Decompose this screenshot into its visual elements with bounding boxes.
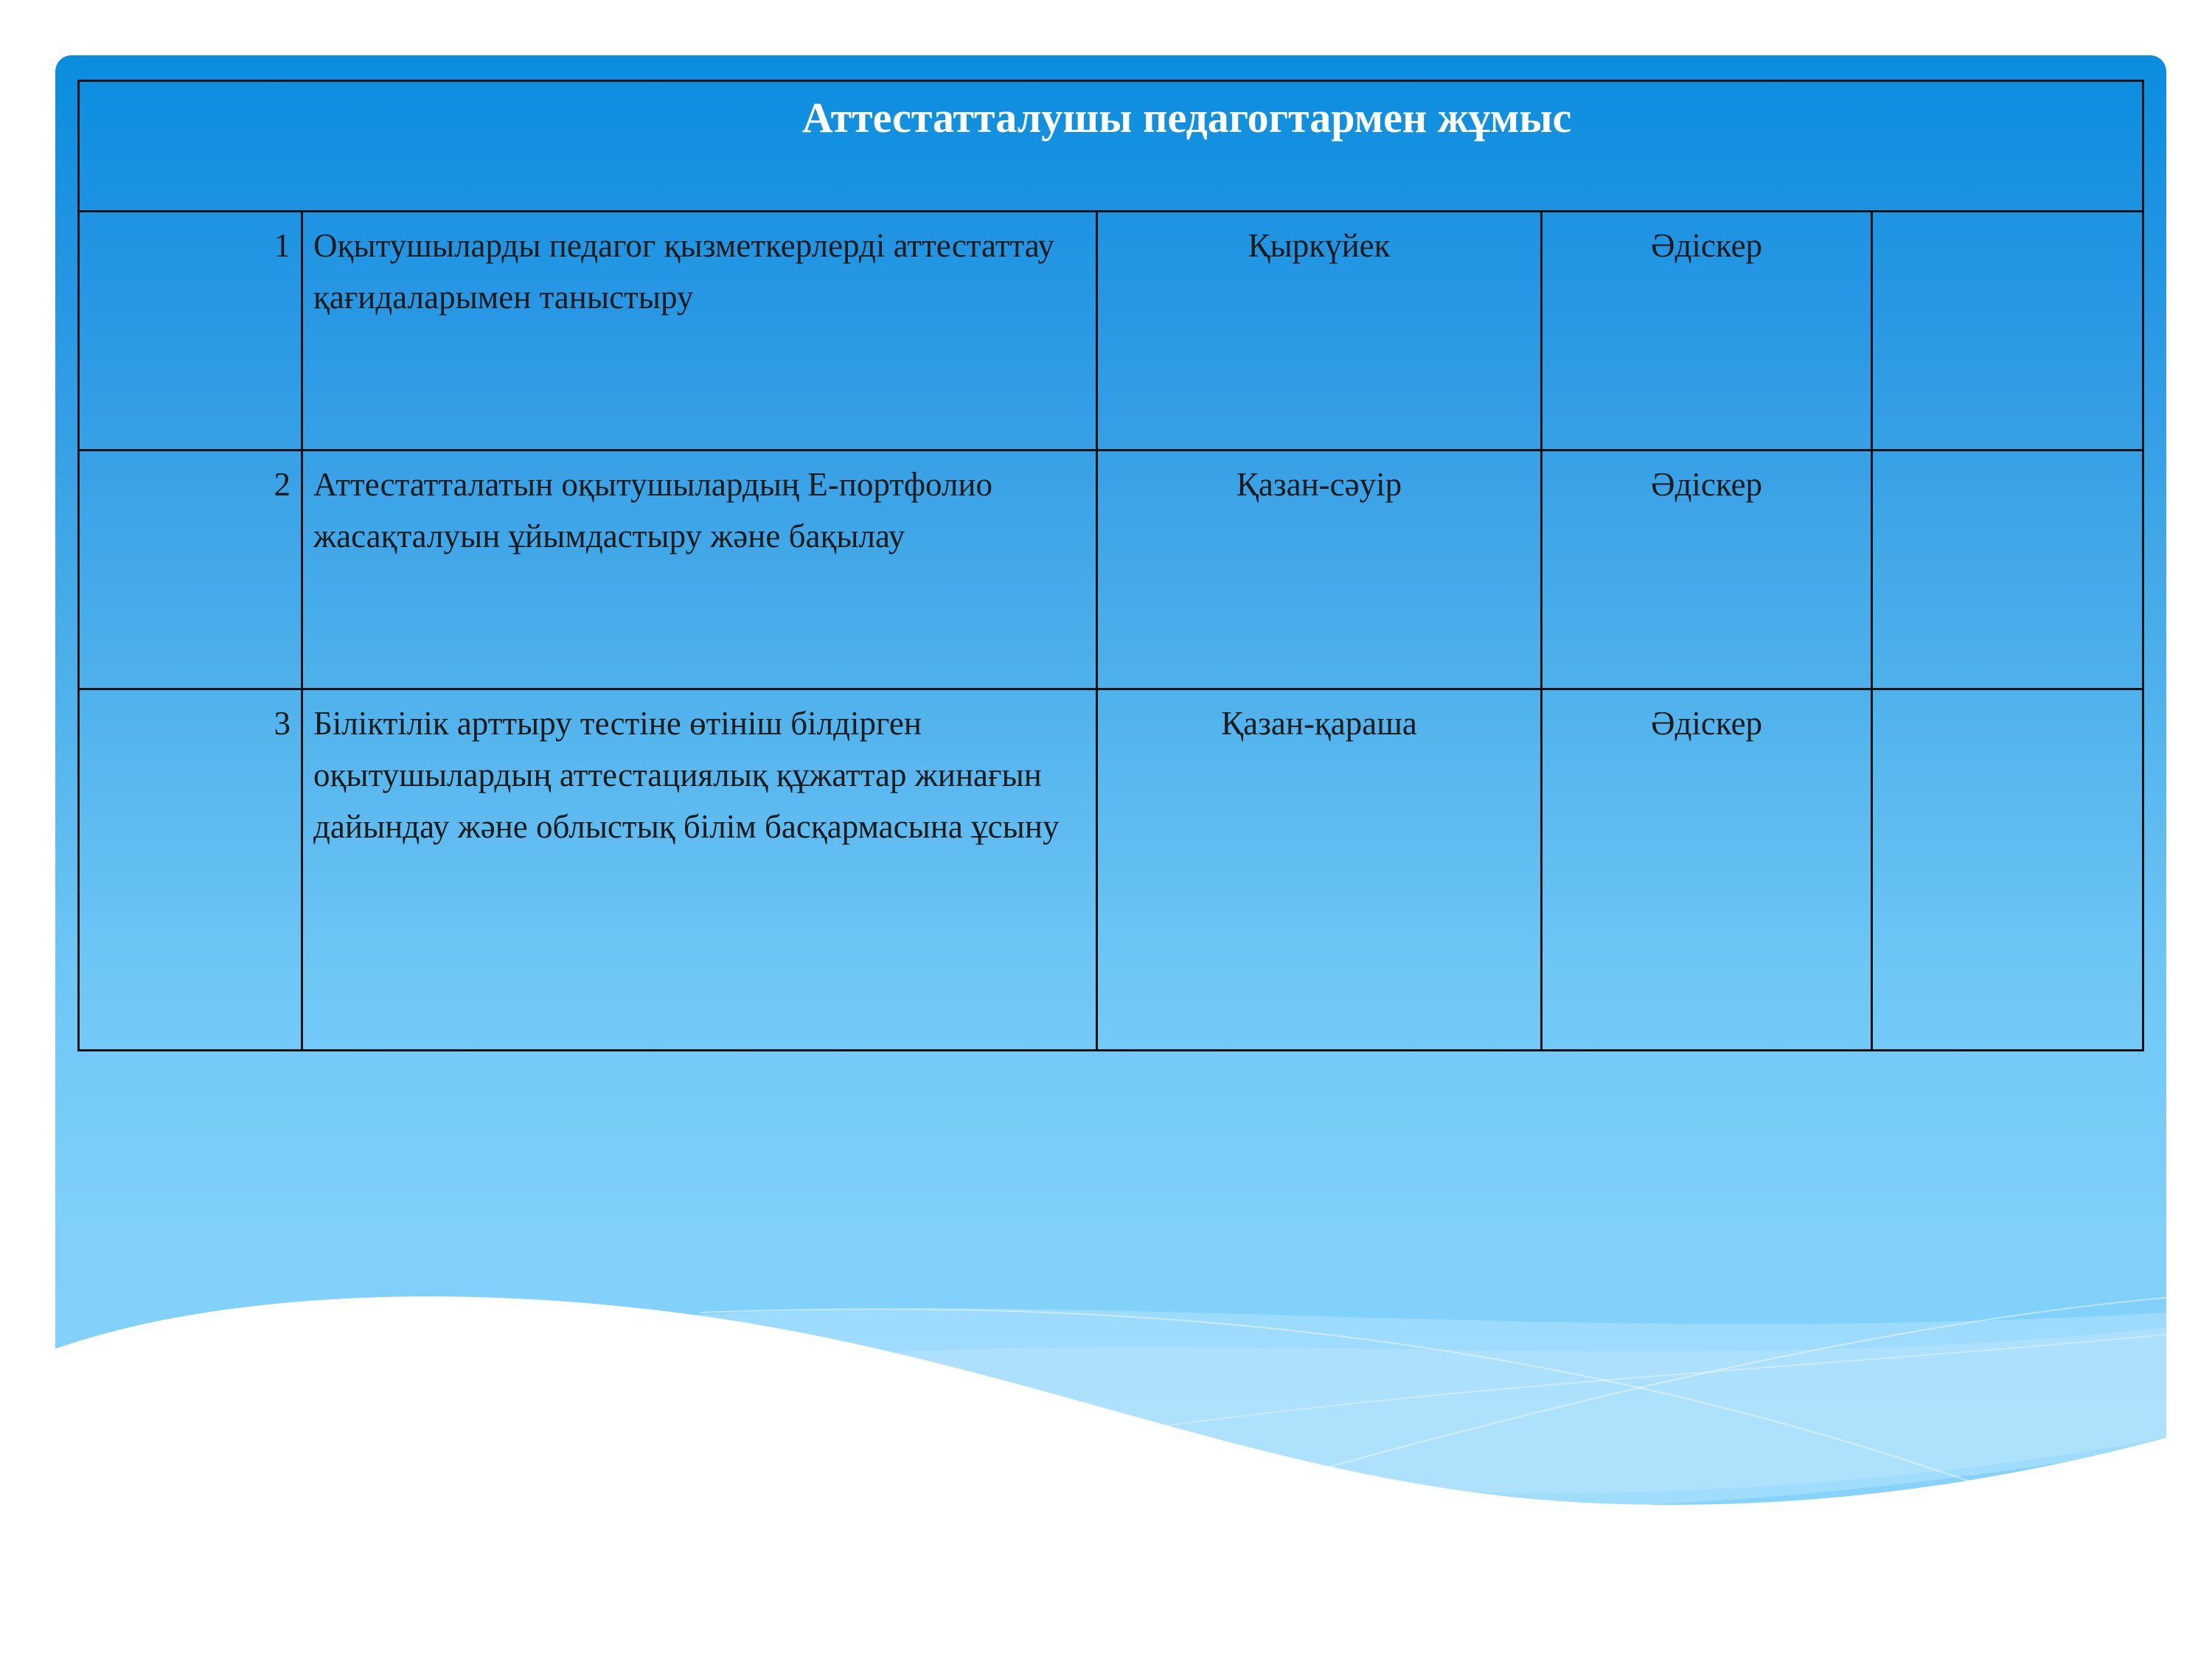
table-row xyxy=(79,451,2143,689)
row-note xyxy=(1872,451,2143,689)
row-note xyxy=(1872,212,2143,451)
row-task: Аттестатталатын оқытушылардың Е-портфолио жасақталуын ұйымдастыру және бақылау xyxy=(302,451,1097,689)
table-title-row xyxy=(79,81,2143,212)
row-task: Біліктілік арттыру тестіне өтініш білдірген оқытушылардың аттестациялық құжаттар жинағын дайындау және облыстық білім басқармасына ұсыну xyxy=(302,689,1097,1051)
row-number: 2 xyxy=(79,451,302,689)
row-note xyxy=(1872,689,2143,1051)
table-row xyxy=(79,689,2143,1051)
row-number: 3 xyxy=(79,689,302,1051)
row-responsible: Әдіскер xyxy=(1542,212,1872,451)
row-period: Қазан-қараша xyxy=(1097,689,1542,1051)
table-title: Аттестатталушы педагогтармен жұмыс xyxy=(79,81,2143,212)
row-task: Оқытушыларды педагог қызметкерлерді аттестаттау қағидаларымен таныстыру xyxy=(302,212,1097,451)
row-period: Қазан-сәуір xyxy=(1097,451,1542,689)
activity-table xyxy=(77,80,2144,1051)
row-period: Қыркүйек xyxy=(1097,212,1542,451)
table-row xyxy=(79,212,2143,451)
activity-table-wrapper xyxy=(77,80,2142,1051)
row-responsible: Әдіскер xyxy=(1542,451,1872,689)
wave-white-left xyxy=(0,1357,55,1659)
row-responsible: Әдіскер xyxy=(1542,689,1872,1051)
row-number: 1 xyxy=(79,212,302,451)
